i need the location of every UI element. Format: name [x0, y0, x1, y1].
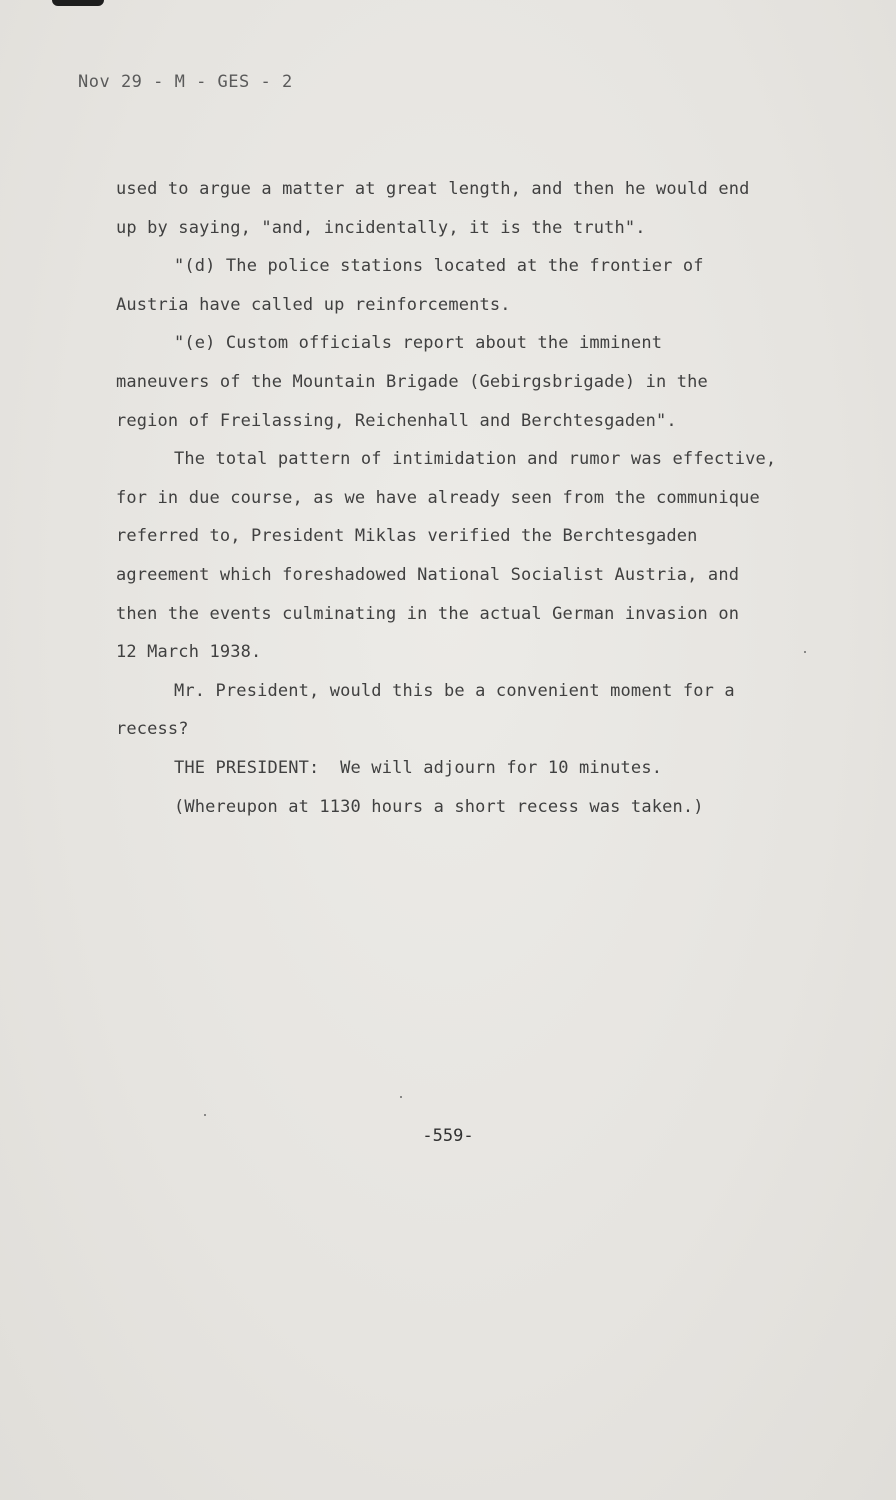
body-line-3: "(d) The police stations located at the frontier of: [174, 256, 704, 277]
body-line-15: recess?: [116, 719, 189, 740]
body-line-17: (Whereupon at 1130 hours a short recess was taken.): [174, 796, 704, 817]
body-line-6: maneuvers of the Mountain Brigade (Gebirgsbrigade) in the: [116, 371, 708, 392]
paper-speck: [204, 1114, 206, 1116]
body-line-2: up by saying, "and, incidentally, it is the truth".: [116, 217, 646, 238]
body-line-10: referred to, President Miklas verified the Berchtesgaden: [116, 526, 698, 547]
body-line-1: used to argue a matter at great length, and then he would end: [116, 179, 750, 199]
paper-speck: [400, 1096, 402, 1098]
body-line-16: THE PRESIDENT: We will adjourn for 10 minutes.: [174, 757, 663, 778]
page-number: -559-: [422, 1126, 474, 1146]
body-line-9: for in due course, as we have already seen from the communique: [116, 487, 760, 508]
body-line-12: then the events culminating in the actual German invasion on: [116, 603, 740, 624]
body-line-5: "(e) Custom officials report about the imminent: [174, 333, 663, 354]
body-line-7: region of Freilassing, Reichenhall and Berchtesgaden".: [116, 410, 677, 431]
body-line-4: Austria have called up reinforcements.: [116, 294, 511, 315]
body-line-11: agreement which foreshadowed National Socialist Austria, and: [116, 564, 740, 585]
body-line-8: The total pattern of intimidation and rumor was effective,: [174, 449, 777, 470]
body-line-13: 12 March 1938.: [116, 642, 262, 663]
page-header-reference: Nov 29 - M - GES - 2: [78, 72, 293, 92]
body-line-14: Mr. President, would this be a convenient moment for a: [174, 680, 735, 701]
transcript-body: [116, 170, 856, 826]
paper-speck: [804, 651, 806, 653]
binding-mark: [52, 0, 104, 6]
